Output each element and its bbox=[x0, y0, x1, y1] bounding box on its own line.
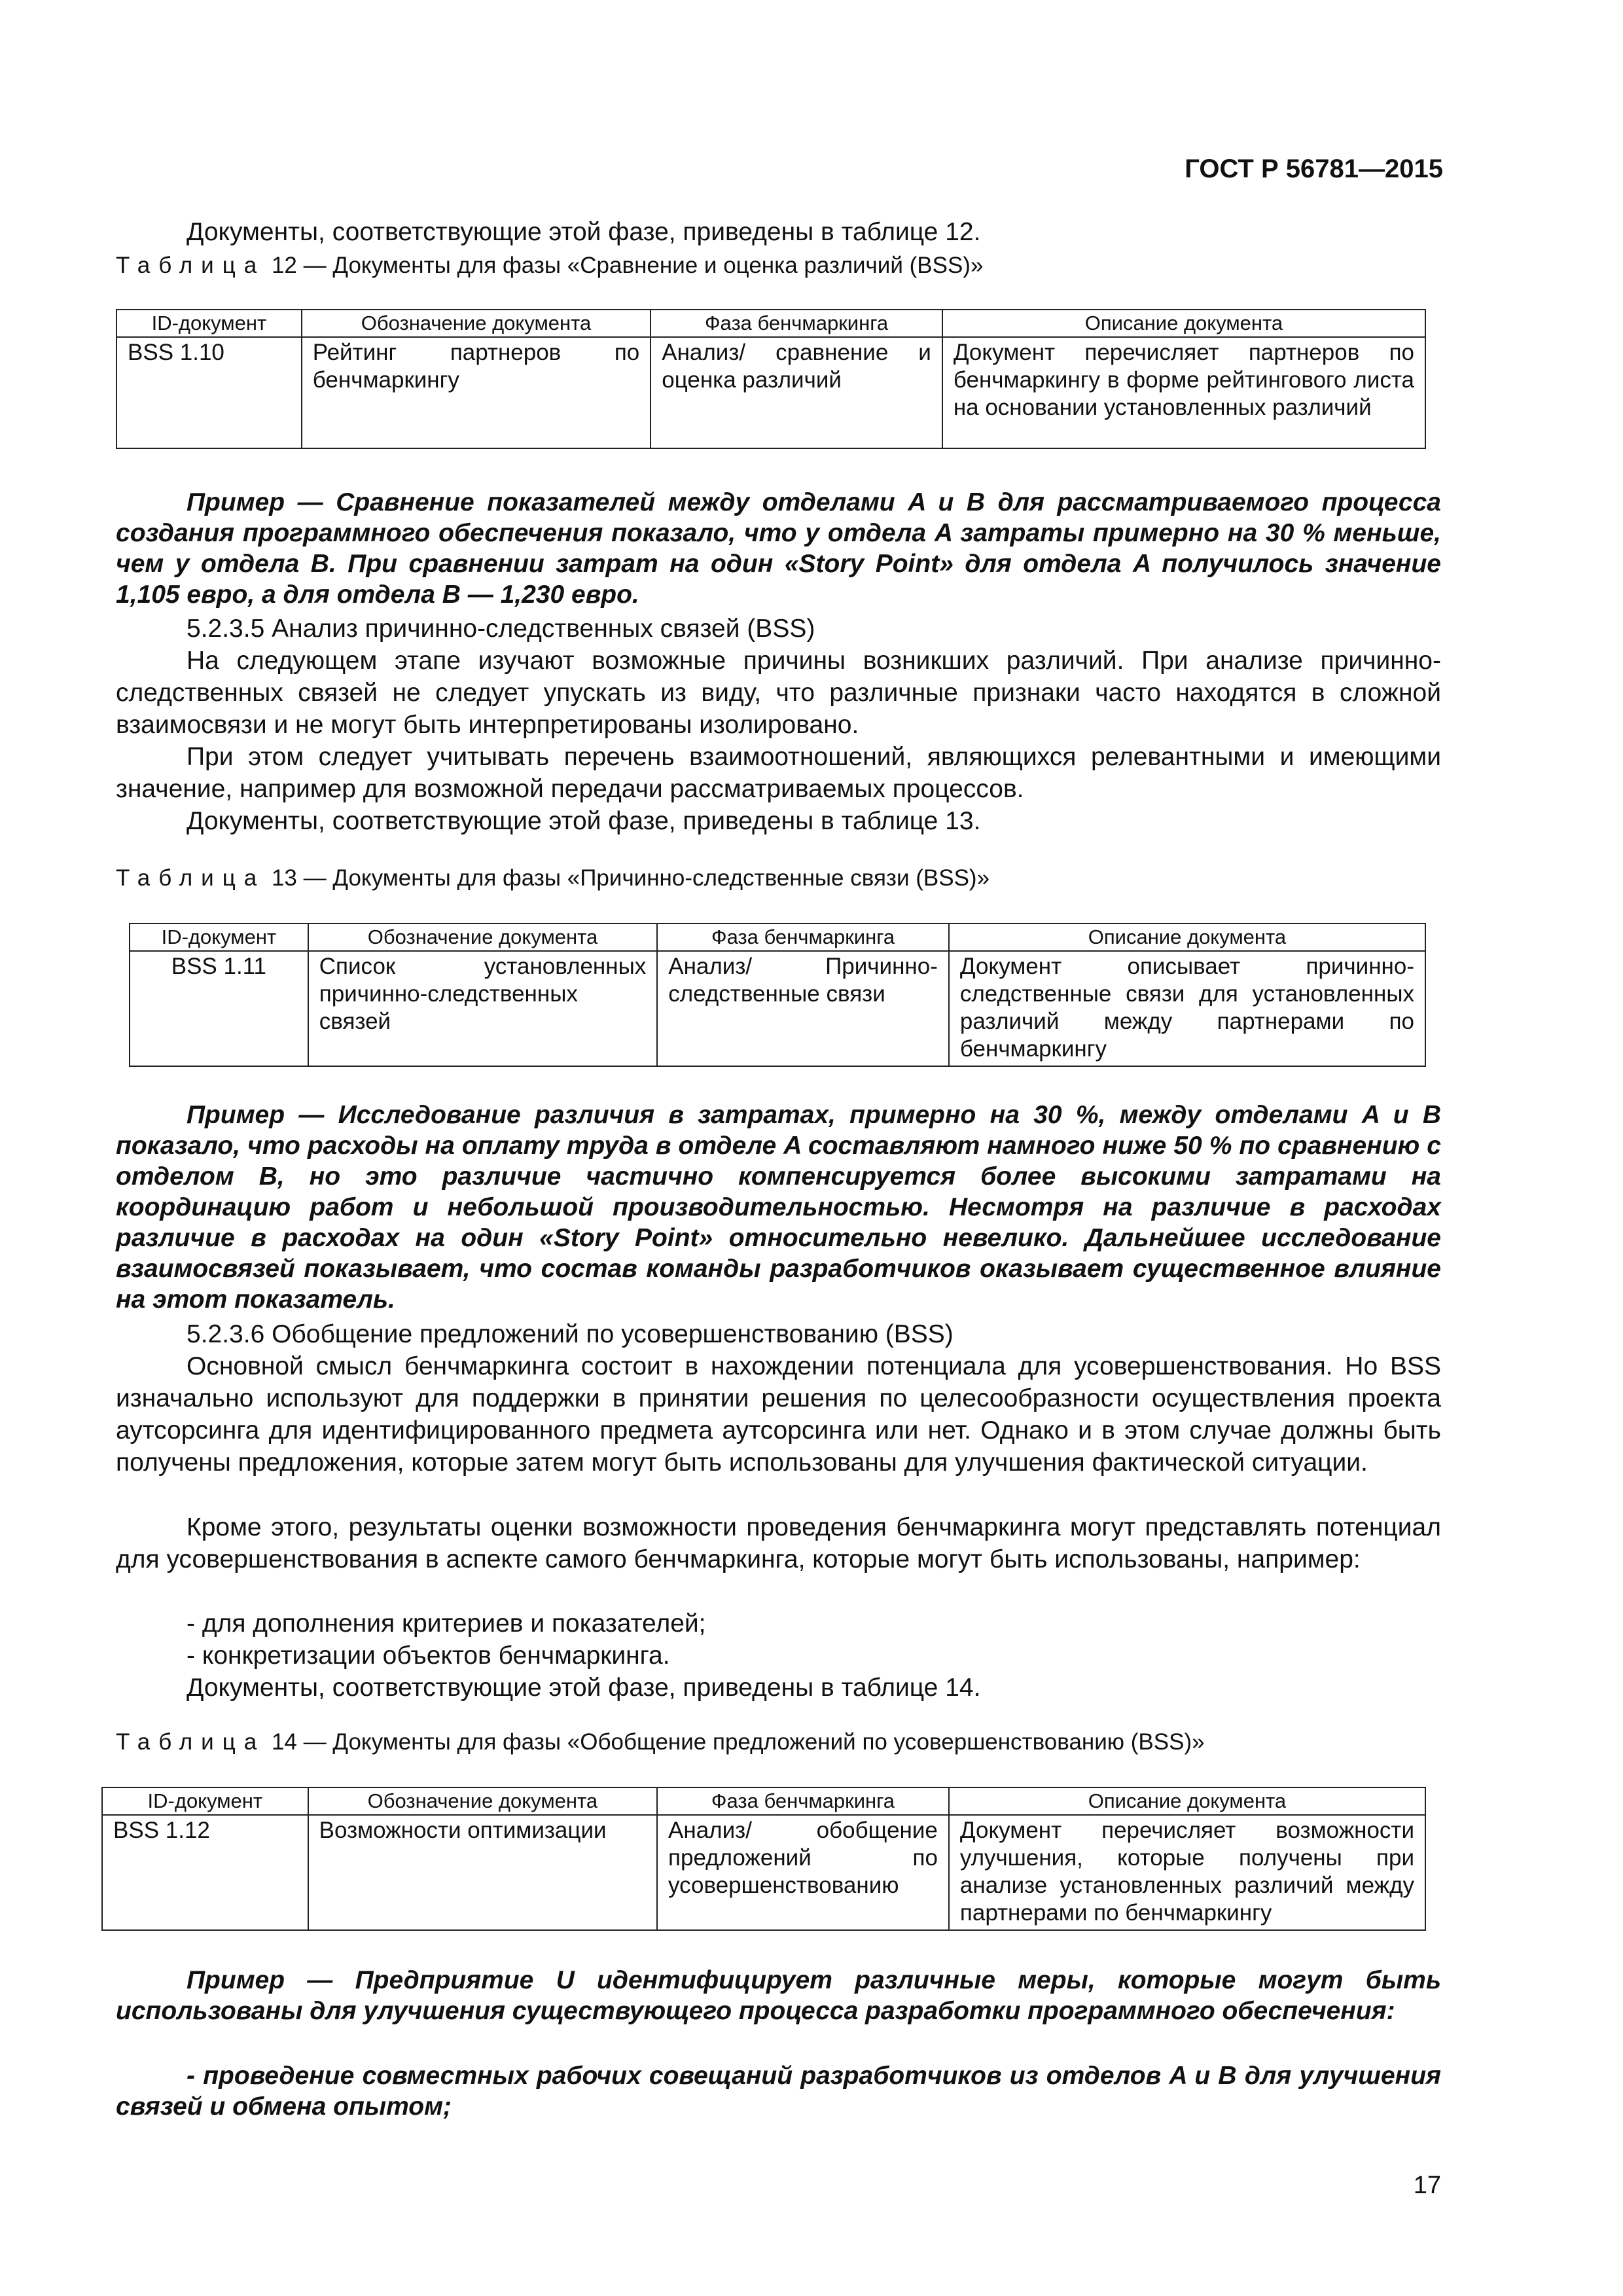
header-cell: ID-документ bbox=[116, 310, 302, 337]
intro-table-13: Документы, соответствующие этой фазе, приведены в таблице 13. bbox=[187, 807, 981, 835]
table-header-row bbox=[116, 310, 1425, 337]
section-5-2-3-6-heading: 5.2.3.6 Обобщение предложений по усовершенствованию (BSS) bbox=[187, 1320, 954, 1348]
paragraph: Кроме этого, результаты оценки возможности проведения бенчмаркинга могут представлять потенциал для усовершенствования в аспекте самого бенчмаркинга, которые могут быть использованы, например: bbox=[116, 1513, 1441, 1573]
table-cell: Анализ/ обобщение предложений по усовершенствованию bbox=[657, 1815, 949, 1930]
intro-table-12: Документы, соответствующие этой фазе, приведены в таблице 12. bbox=[187, 218, 981, 246]
table-row bbox=[116, 337, 1425, 448]
table-row bbox=[102, 1815, 1425, 1930]
table-cell: Возможности оптимизации bbox=[308, 1815, 657, 1930]
table-14 bbox=[101, 1787, 1426, 1931]
header-cell: Обозначение документа bbox=[308, 1787, 657, 1815]
table-cell: Документ описывает причинно-следственные связи для установленных различий между партнерами по бенчмаркингу bbox=[949, 951, 1425, 1066]
example-3-list-item: - проведение совместных рабочих совещаний разработчиков из отделов A и B для улучшения связей и обмена опытом; bbox=[116, 2062, 1441, 2121]
table-12 bbox=[116, 309, 1426, 449]
page-number: 17 bbox=[1413, 2172, 1441, 2199]
caption-text: 13 — Документы для фазы «Причинно-следственные связи (BSS)» bbox=[271, 865, 990, 891]
table-header-row bbox=[102, 1787, 1425, 1815]
table-cell: BSS 1.12 bbox=[102, 1815, 308, 1930]
example-2: Пример — Исследование различия в затратах, примерно на 30 %, между отделами A и B показало, что расходы на оплату труда в отделе A составляют намного ниже 50 % по сравнению с отделом B, но это различие частично компенсируется более высокими затратами на координацию работ и небольшой производительностью. Несмотря на различие в расходах различие в расходах на один «Story Point» относительно невелико. Дальнейшее исследование взаимосвязей показывает, что состав команды разработчиков оказывает существенное влияние на этот показатель. bbox=[116, 1101, 1441, 1314]
list-item: - конкретизации объектов бенчмаркинга. bbox=[187, 1641, 670, 1670]
table-cell: Документ перечисляет партнеров по бенчмаркингу в форме рейтингового листа на основании установленных различий bbox=[942, 337, 1425, 448]
caption-label: Таблица bbox=[116, 253, 266, 278]
intro-table-14: Документы, соответствующие этой фазе, приведены в таблице 14. bbox=[187, 1674, 981, 1702]
header-cell: Описание документа bbox=[942, 310, 1425, 337]
header-cell: Обозначение документа bbox=[302, 310, 651, 337]
header-cell: Обозначение документа bbox=[308, 924, 657, 951]
caption-label: Таблица bbox=[116, 865, 266, 891]
header-cell: Фаза бенчмаркинга bbox=[657, 924, 949, 951]
header-cell: Фаза бенчмаркинга bbox=[651, 310, 942, 337]
table-cell: Анализ/ Причинно-следственные связи bbox=[657, 951, 949, 1066]
standard-header: ГОСТ Р 56781—2015 bbox=[1185, 154, 1443, 183]
list-item: - для дополнения критериев и показателей; bbox=[187, 1609, 706, 1638]
table-cell: Анализ/ сравнение и оценка различий bbox=[651, 337, 942, 448]
table-cell: BSS 1.11 bbox=[130, 951, 308, 1066]
table-cell: Список установленных причинно-следственных связей bbox=[308, 951, 657, 1066]
table-header-row bbox=[130, 924, 1425, 951]
table-cell: Документ перечисляет возможности улучшения, которые получены при анализе установленных различий между партнерами по бенчмаркингу bbox=[949, 1815, 1425, 1930]
paragraph: При этом следует учитывать перечень взаимоотношений, являющихся релевантными и имеющими значение, например для возможной передачи рассматриваемых процессов. bbox=[116, 743, 1441, 803]
caption-text: 14 — Документы для фазы «Обобщение предложений по усовершенствованию (BSS)» bbox=[271, 1729, 1205, 1755]
paragraph: На следующем этапе изучают возможные причины возникших различий. При анализе причинно-следственных связей не следует упускать из виду, что различные признаки часто находятся в сложной взаимосвязи и не могут быть интерпретированы изолировано. bbox=[116, 647, 1441, 739]
header-cell: ID-документ bbox=[102, 1787, 308, 1815]
header-cell: Описание документа bbox=[949, 1787, 1425, 1815]
table-13 bbox=[129, 923, 1426, 1067]
table-13-caption bbox=[116, 865, 990, 891]
header-cell: ID-документ bbox=[130, 924, 308, 951]
header-cell: Описание документа bbox=[949, 924, 1425, 951]
caption-text: 12 — Документы для фазы «Сравнение и оценка различий (BSS)» bbox=[271, 253, 984, 278]
example-1: Пример — Сравнение показателей между отделами A и B для рассматриваемого процесса создания программного обеспечения показало, что у отдела A затраты примерно на 30 % меньше, чем у отдела B. При сравнении затрат на один «Story Point» для отдела A получилось значение 1,105 евро, а для отдела B — 1,230 евро. bbox=[116, 488, 1441, 609]
table-row bbox=[130, 951, 1425, 1066]
example-3: Пример — Предприятие U идентифицирует различные меры, которые могут быть использованы для улучшения существующего процесса разработки программного обеспечения: bbox=[116, 1966, 1441, 2025]
caption-label: Таблица bbox=[116, 1729, 266, 1755]
header-cell: Фаза бенчмаркинга bbox=[657, 1787, 949, 1815]
table-14-caption bbox=[116, 1729, 1205, 1755]
section-5-2-3-5-heading: 5.2.3.5 Анализ причинно-следственных связей (BSS) bbox=[187, 615, 815, 643]
table-12-caption bbox=[116, 253, 983, 279]
table-cell: BSS 1.10 bbox=[116, 337, 302, 448]
table-cell: Рейтинг партнеров по бенчмаркингу bbox=[302, 337, 651, 448]
paragraph: Основной смысл бенчмаркинга состоит в нахождении потенциала для усовершенствования. Но BSS изначально используют для поддержки в принятии решения по целесообразности осуществления проекта аутсорсинга для идентифицированного предмета аутсорсинга или нет. Однако и в этом случае должны быть получены предложения, которые затем могут быть использованы для улучшения фактической ситуации. bbox=[116, 1352, 1441, 1477]
